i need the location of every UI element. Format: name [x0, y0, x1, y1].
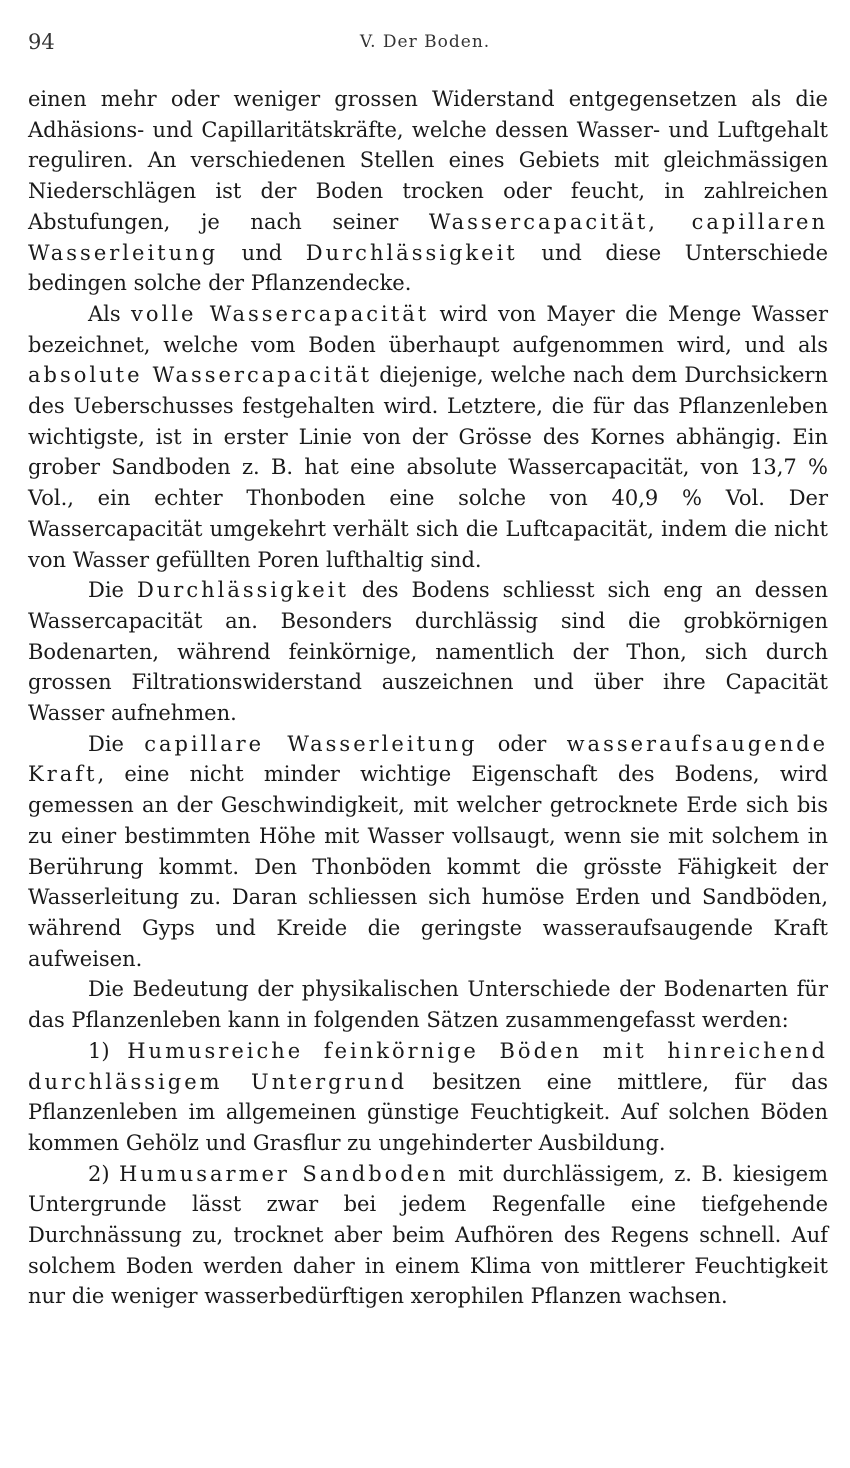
text-run: diejenige, welche nach dem Durchsickern des Ueberschusses festgehalten wird. Letztere, die für das Pflanzenleben wichtigste, ist in erster Linie von der Grösse des Kornes abhängig. Ein grober Sandboden z. B. hat eine absolute Wassercapacität, von 13,7 % Vol., ein echter Thonboden eine solche von 40,9 % Vol. Der Wassercapacität umgekehrt verhält sich die Luftcapacität, indem die nicht von Wasser gefüllten Poren lufthaltig sind. [28, 363, 828, 572]
text-run: Die [88, 578, 137, 603]
text-run: oder [477, 731, 567, 756]
paragraph-5 [28, 974, 828, 1035]
text-run: und diese Unterschiede bedingen solche der Pflanzendecke. [28, 240, 828, 296]
text-run: Die [88, 731, 145, 756]
list-item-2 [28, 1159, 828, 1313]
running-title: V. Der Boden. [359, 32, 491, 52]
text-run: Die Bedeutung der physikalischen Unterschiede der Bodenarten für das Pflanzenleben kann in folgenden Sätzen zusammengefasst werden: [28, 977, 828, 1033]
text-run: des Bodens schliesst sich eng an dessen Wassercapacität an. Besonders durchlässig sind die grobkörnigen Bodenarten, während feinkörnige, namentlich der Thon, sich durch grossen Filtrationswiderstand auszeichnen und über ihre Capacität Wasser aufnehmen. [28, 578, 828, 726]
emphasis-run: wasseraufsaugende Kraft [28, 731, 828, 787]
emphasis-run: capillare Wasserleitung [144, 731, 478, 756]
list-number: 2) [88, 1161, 119, 1186]
paragraph-3 [28, 575, 828, 729]
emphasis-run: Durchlässigkeit [136, 578, 349, 603]
emphasis-run: Humusreiche feinkörnige Böden mit hinreichend durchlässigem Untergrund [28, 1038, 829, 1094]
text-run: und [218, 240, 306, 265]
emphasis-run: Wassercapacität, capillaren Wasserleitung [28, 209, 828, 265]
paragraph-4 [28, 729, 828, 975]
emphasis-run: volle Wassercapacität [131, 301, 430, 326]
emphasis-run: Humusarmer Sandboden [118, 1161, 449, 1186]
emphasis-run: Durchlässigkeit [305, 240, 518, 265]
text-run: Als [88, 301, 132, 326]
list-item-1 [28, 1036, 828, 1159]
emphasis-run: absolute Wassercapacität [28, 363, 373, 388]
page-number: 94 [28, 30, 55, 54]
text-run: , eine nicht minder wichtige Eigenschaft des Bodens, wird gemessen an der Geschwindigkeit, mit welcher getrocknete Erde sich bis zu einer bestimmten Höhe mit Wasser vollsaugt, wenn sie mit solchem in Berührung kommt. Den Thonböden kommt die grösste Fähigkeit der Wasserleitung zu. Daran schliessen sich humöse Erden und Sandböden, während Gyps und Kreide die geringste wasseraufsaugende Kraft aufweisen. [28, 762, 828, 971]
text-run: besitzen eine mittlere, für das Pflanzenleben im allgemeinen günstige Feuchtigkeit. Auf solchen Böden kommen Gehölz und Grasflur zu ungehinderter Ausbildung. [28, 1069, 828, 1155]
body-text [28, 84, 828, 1312]
paragraph-1 [28, 84, 828, 299]
list-number: 1) [88, 1038, 128, 1063]
text-run: wird von Mayer die Menge Wasser bezeichnet, welche vom Boden überhaupt aufgenommen wird, und als [28, 301, 828, 357]
text-run: mit durchlässigem, z. B. kiesigem Untergrunde lässt zwar bei jedem Regenfalle eine tiefgehende Durchnässung zu, trocknet aber beim Aufhören des Regens schnell. Auf solchem Boden werden daher in einem Klima von mittlerer Feuchtigkeit nur die weniger wasserbedürftigen xerophilen Pflanzen wachsen. [28, 1161, 828, 1309]
text-run: einen mehr oder weniger grossen Widerstand entgegensetzen als die Adhäsions- und Capillaritätskräfte, welche dessen Wasser- und Luftgehalt reguliren. An verschiedenen Stellen eines Gebiets mit gleichmässigen Niederschlägen ist der Boden trocken oder feucht, in zahlreichen Abstufungen, je nach seiner [28, 87, 828, 234]
page-header [28, 30, 822, 60]
paragraph-2 [28, 299, 828, 575]
